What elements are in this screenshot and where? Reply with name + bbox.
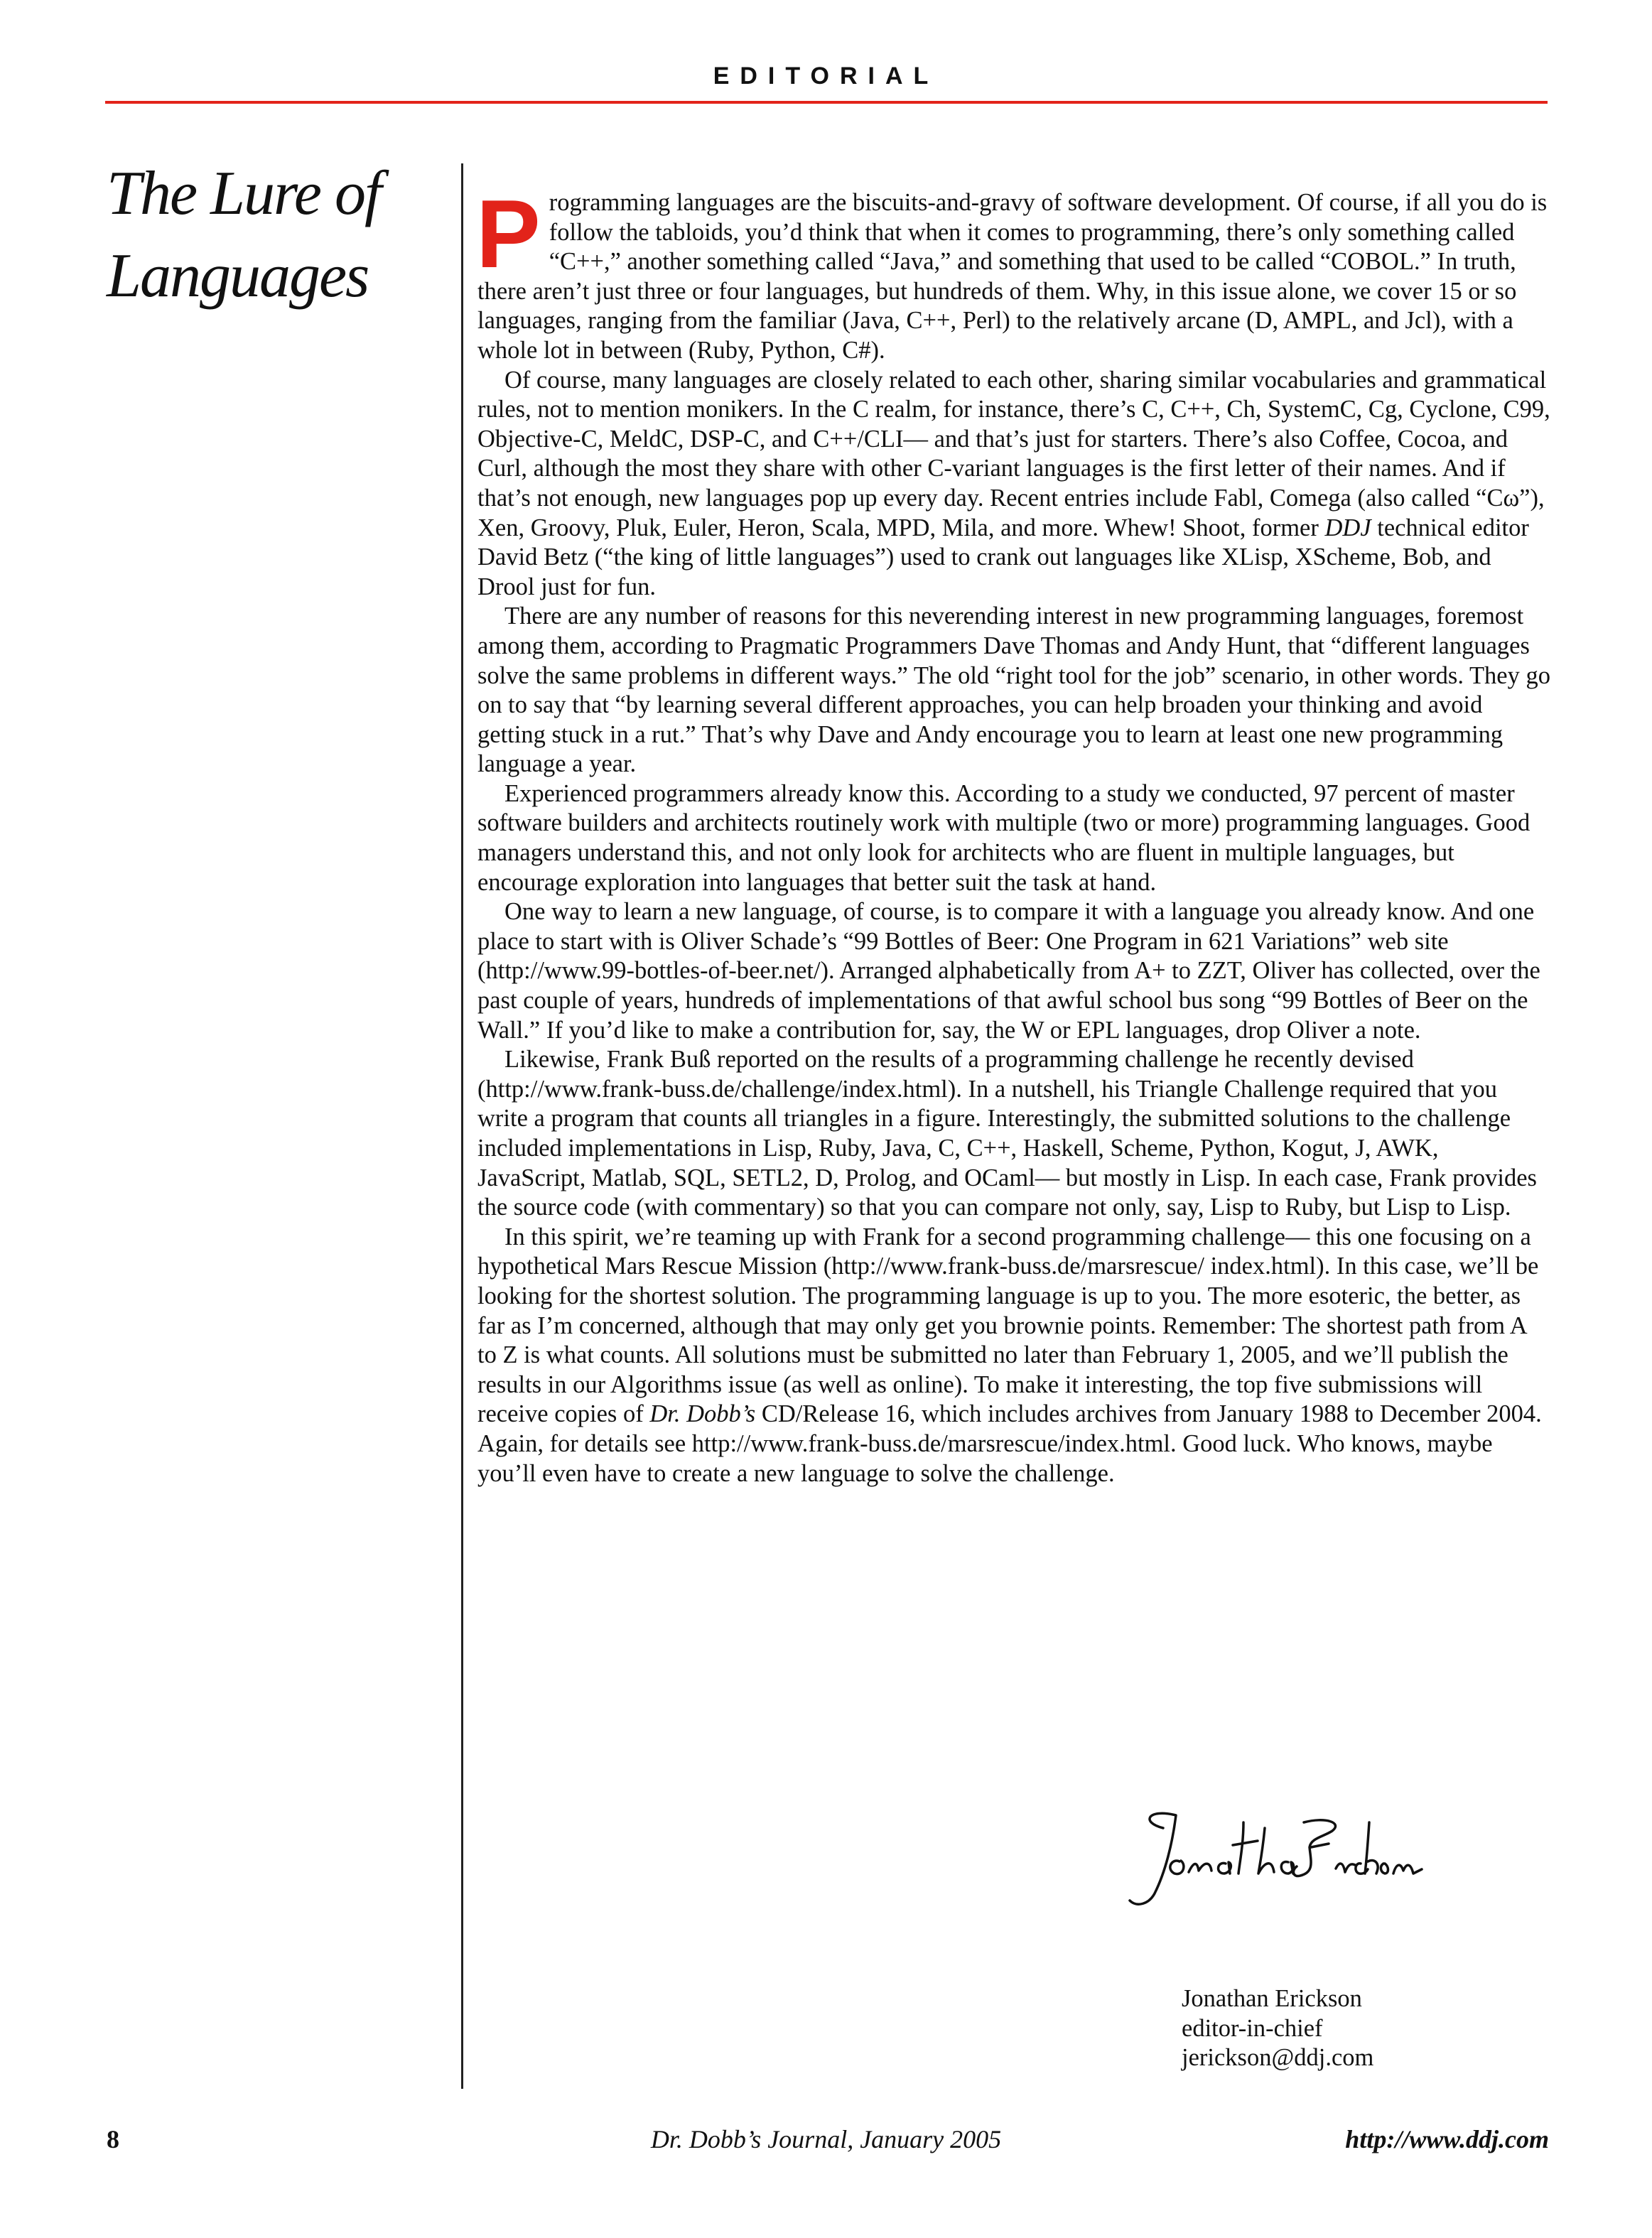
paragraph-7: [477, 1223, 1550, 1488]
article-title: [107, 153, 419, 318]
paragraph-3: There are any number of reasons for this neverending interest in new programming languages, foremost among them, according to Pragmatic Programmers Dave Thomas and Andy Hunt, that “different languages solve the same problems in different ways.” The old “right tool for the job” scenario, in other words. They go on to say that “by learning several different approaches, you can help broaden your thinking and avoid getting stuck in a rut.” That’s why Dave and Andy encourage you to learn at least one new programming language a year.: [477, 602, 1550, 778]
footer-journal: Dr. Dobb’s Journal, January 2005: [650, 2125, 1002, 2153]
paragraph-6: Likewise, Frank Buß reported on the results of a programming challenge he recently devised (http://www.frank-buss.de/challenge/index.html). In a nutshell, his Triangle Challenge required that you write a program that counts all triangles in a figure. Interestingly, the submitted solutions to the challenge included implementations in Lisp, Ruby, Java, C, C++, Haskell, Scheme, Python, Kogut, J, AWK, JavaScript, Matlab, SQL, SETL2, D, Prolog, and OCaml— but mostly in Lisp. In each case, Frank provides the source code (with commentary) so that you can compare not only, say, Lisp to Ruby, but Lisp to Lisp.: [477, 1046, 1537, 1221]
handwritten-signature: [1098, 1794, 1425, 1918]
title-line-2: Languages: [107, 242, 369, 310]
drop-cap: P: [476, 180, 541, 288]
paragraph-7-italic: Dr. Dobb’s: [649, 1400, 756, 1428]
paragraph-4: Experienced programmers already know this. According to a study we conducted, 97 percent of master software builders and architects routinely work with multiple (two or more) programming languages. Good managers understand this, and not only look for architects who are fluent in multiple languages, but encourage exploration into languages that better suit the task at hand.: [477, 779, 1530, 896]
paragraph-7-text-b: CD/Release 16, which includes archives from January 1988 to December 2004. Again, for details see http://www.frank-buss.de/marsrescue/index.html. Good luck. Who knows, maybe you’ll even have to create a new language to solve the challenge.: [477, 1400, 1542, 1487]
paragraph-7-text-a: In this spirit, we’re teaming up with Frank for a second programming challenge— this one focusing on a hypothetical Mars Rescue Mission (http://www.frank-buss.de/marsrescue/ index.html). In this case, we’ll be looking for the shortest solution. The programming language is up to you. The more esoteric, the better, as far as I’m concerned, although that may only get you brownie points. Remember: The shortest path from A to Z is what counts. All solutions must be submitted no later than February 1, 2005, and we’ll publish the results in our Algorithms issue (as well as online). To make it interesting, the top five submissions will receive copies of: [477, 1223, 1539, 1428]
footer-url: http://www.ddj.com: [1345, 2125, 1549, 2153]
signature-block: [1182, 1984, 1373, 2073]
page-number: 8: [107, 2125, 119, 2153]
author-role: editor-in-chief: [1182, 2014, 1323, 2042]
paragraph-2-italic: DDJ: [1324, 514, 1371, 541]
paragraph-2-text-b: technical editor David Betz (“the king of little languages”) used to crank out languages like XLisp, XScheme, Bob, and Drool just for fun.: [477, 514, 1529, 600]
section-label: EDITORIAL: [713, 63, 939, 90]
author-name: Jonathan Erickson: [1182, 1985, 1362, 2012]
paragraph-2: [477, 366, 1550, 602]
paragraph-1-text: rogramming languages are the biscuits-and-gravy of software development. Of course, if all you do is follow the tabloids, you’d think that when it comes to programming, there’s only something called “C++,” another something called “Java,” and something that used to be called “COBOL.” In truth, there aren’t just three or four languages, but hundreds of them. Why, in this issue alone, we cover 15 or so languages, ranging from the familiar (Java, C++, Perl) to the relatively arcane (D, AMPL, and Jcl), with a whole lot in between (Ruby, Python, C#).: [477, 189, 1548, 364]
author-email: jerickson@ddj.com: [1182, 2044, 1374, 2072]
article-body: [476, 180, 1550, 1488]
column-divider: [461, 163, 463, 2089]
paragraph-5: One way to learn a new language, of course, is to compare it with a language you already know. And one place to start with is Oliver Schade’s “99 Bottles of Beer: One Program in 621 Variations” web site (http://www.99-bottles-of-beer.net/). Arranged alphabetically from A+ to ZZT, Oliver has collected, over the past couple of years, hundreds of implementations of that awful school bus song “99 Bottles of Beer on the Wall.” If you’d like to make a contribution for, say, the W or EPL languages, drop Oliver a note.: [477, 898, 1540, 1044]
paragraph-2-text-a: Of course, many languages are closely related to each other, sharing similar vocabularies and grammatical rules, not to mention monikers. In the C realm, for instance, there’s C, C++, Ch, SystemC, Cg, Cyclone, C99, Objective-C, MeldC, DSP-C, and C++/CLI— and that’s just for starters. There’s also Coffee, Cocoa, and Curl, although the most they share with other C-variant languages is the first letter of their names. And if that’s not enough, new languages pop up every day. Recent entries include Fabl, Comega (also called “Cω”), Xen, Groovy, Pluk, Euler, Heron, Scala, MPD, Mila, and more. Whew! Shoot, former: [477, 366, 1550, 541]
header-rule: [105, 101, 1548, 104]
title-line-1: The Lure of: [107, 159, 381, 228]
paragraph-1: [476, 180, 1550, 366]
